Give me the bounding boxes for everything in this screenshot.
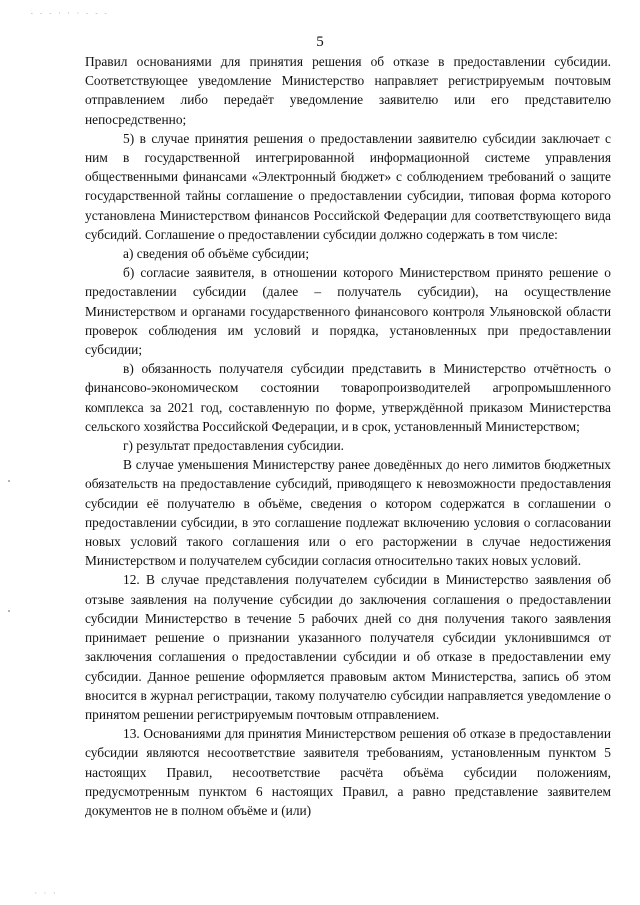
scan-artifact-top: - - - · · · - - - [30,10,109,17]
list-item: в) обязанность получателя субсидии представить в Министерство отчётность о финансово-экономическом состоянии товаропроизводителей агропромышленного комплекса за 2021 год, составленную по форме, утверждённой приказом Министерства сельского хозяйства Российской Федерации, и в срок, установленный Министерством; [85,361,611,434]
list-item: г) результат предоставления субсидии. [123,438,344,454]
scan-artifact-dot [8,480,10,482]
paragraph: 5) в случае принятия решения о предоставлении заявителю субсидии заключает с ним в государственной интегрированной информационной системе управления общественными финансами «Электронный бюджет» с соблюдением требований о защите государственной тайны соглашение о предоставлении субсидии, типовая форма которого установлена Министерством финансов Российской Федерации для соответствующего вида субсидий. Соглашение о предоставлении субсидии должно содержать в том числе: [85,130,611,242]
paragraph: В случае уменьшения Министерству ранее доведённых до него лимитов бюджетных обязательств на предоставление субсидий, приводящего к невозможности предоставления субсидии её получателю в объёме, сведения о котором содержатся в соглашении о предоставлении субсидии, в это соглашение подлежат включению условия о согласовании новых условий такого соглашения или о его расторжении в случае недостижения Министерством и получателем субсидии согласия относительно таких новых условий. [85,457,611,569]
paragraph: 13. Основаниями для принятия Министерством решения об отказе в предоставлении субсидии являются несоответствие заявителя требованиям, установленным пунктом 5 настоящих Правил, несоответствие расчёта объёма субсидии положениям, предусмотренным пунктом 6 настоящих Правил, а равно представление заявителем документов не в полном объёме и (или) [85,726,611,818]
paragraph: Правил основаниями для принятия решения об отказе в предоставлении субсидии. Соответствующее уведомление Министерство направляет регистрируемым почтовым отправлением либо передаёт уведомление заявителю или его представителю непосредственно; [85,54,611,127]
page-number: 5 [316,34,324,50]
paragraph: 12. В случае представления получателем субсидии в Министерство заявления об отзыве заявления на получение субсидии до заключения соглашения о предоставлении субсидии Министерство в течение 5 рабочих дней со дня получения такого заявления принимает решение о признании указанного получателя субсидии уклонившимся от заключения соглашения о предоставлении субсидии и об отказе в предоставлении ему субсидии. Данное решение оформляется правовым актом Министерства, запись об этом вносится в журнал регистрации, такому получателю субсидии направляется уведомление о принятом решении регистрируемым почтовым отправлением. [85,572,611,722]
list-item: а) сведения об объёме субсидии; [123,246,310,262]
list-item: б) согласие заявителя, в отношении которого Министерством принято решение о предоставлении субсидии (далее – получатель субсидии), на осуществление Министерством и органами государственного финансового контроля Ульяновской области проверок соблюдения им условий и порядка, установленных при предоставлении субсидии; [85,265,611,358]
document-body [85,52,611,820]
scan-artifact-bottom: · · · [34,890,58,897]
scan-artifact-dot [8,610,10,612]
